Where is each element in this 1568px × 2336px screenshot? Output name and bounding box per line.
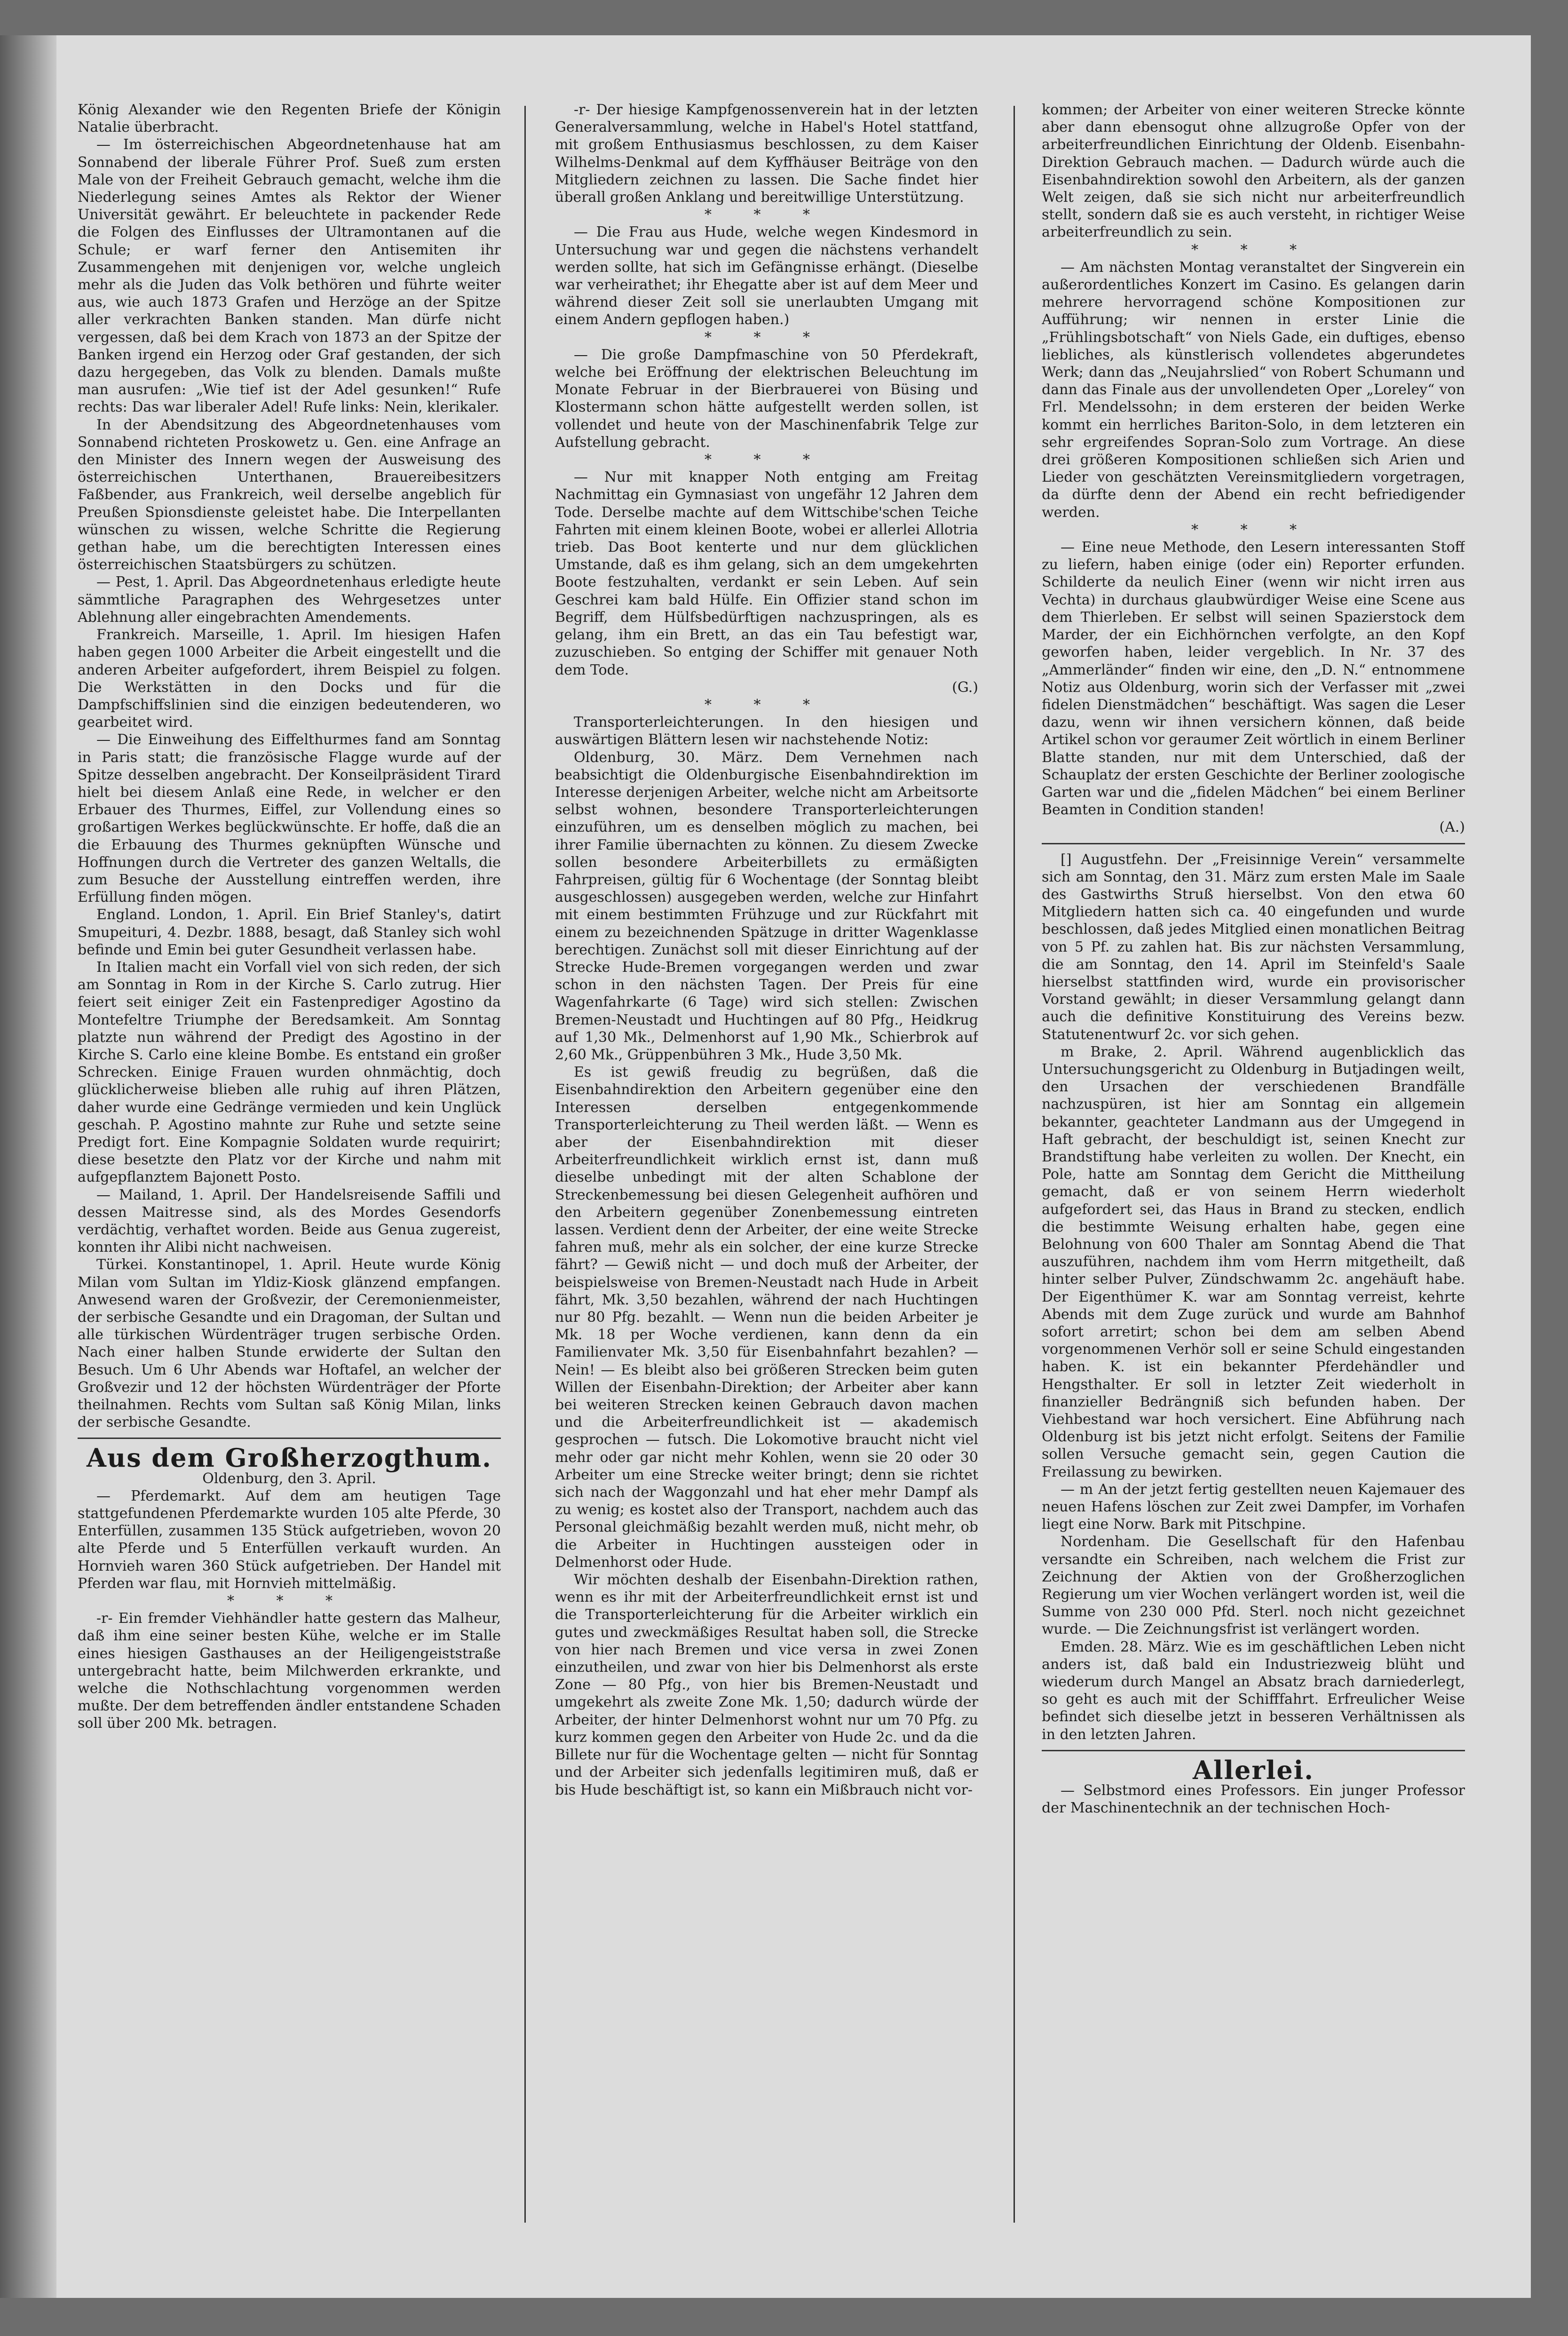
- col2-para-5: Oldenburg, 30. März. Dem Vernehmen nach beabsichtigt die Oldenburgische Eisenbahndirektion im Interesse derjenigen Arbeiter, welche nicht am Arbeitsorte selbst wohnen, besondere Transporterleichterungen einzuführen, um es denselben möglich zu machen, bei ihrer Familie übernachten zu können. Zu diesem Zwecke sollen besondere Arbeiterbillets zu ermäßigten Fahrpreisen, gültig für 6 Wochentage (der Sonntag bleibt ausgeschlossen) ausgegeben werden, welche zur Hinfahrt mit einem bestimmten Frühzuge und zur Rückfahrt mit einem zu bezeichnenden Spätzuge in dritter Wagenklasse berechtigen. Zunächst soll mit dieser Einrichtung auf der Strecke Hude-Bremen vorgegangen werden und zwar schon in den nächsten Tagen. Der Preis für eine Wagenfahrkarte (6 Tage) wird sich stellen: Zwischen Bremen-Neustadt und Huchtingen auf 80 Pfg., Heidkrug auf 1,30 Mk., Delmenhorst auf 1,90 Mk., Schierbrok auf 2,60 Mk., Grüppenbühren 3 Mk., Hude 3,50 Mk.: [555, 749, 978, 1063]
- col2-para-7: Wir möchten deshalb der Eisenbahn-Direktion rathen, wenn es ihr mit der Arbeiterfreundlichkeit ernst ist und die Transporterleichterung für die Arbeiter wirklich ein gutes und zweckmäßiges Resultat haben soll, die Strecke von hier nach Bremen und vice versa in zwei Zonen einzutheilen, und zwar von hier bis Delmenhorst als erste Zone — 80 Pfg., von hier bis Bremen-Neustadt und umgekehrt als zweite Zone Mk. 1,50; dadurch würde der Arbeiter, der hinter Delmenhorst wohnt nur um 70 Pfg. zu kurz kommen gegen den Arbeiter von Hude 2c. und da die Billete nur für die Wochentage gelten — nicht für Sonntag und der Arbeiter sich jedenfalls legitimiren muß, daß er bis Hude beschäftigt ist, so kann ein Mißbrauch nicht vor-: [555, 1572, 978, 1798]
- stars-divider: * * *: [704, 696, 829, 713]
- col1-para-3: — Pest, 1. April. Das Abgeordnetenhaus erledigte heute sämmtliche Paragraphen des Wehrgesetzes unter Ablehnung aller eingebrachten Amendements.: [78, 574, 501, 626]
- stars-divider: * * *: [704, 452, 829, 469]
- section-heading-allerlei: Allerlei.: [1193, 1755, 1314, 1785]
- col1-para-2: In der Abendsitzung des Abgeordnetenhauses vom Sonnabend richteten Proskowetz u. Gen. eine Anfrage an den Minister des Innern wegen der Ausweisung des österreichischen Unterthanen, Brauereibesitzers Faßbender, aus Frankreich, weil derselbe angeblich für Preußen Spionsdienste geleistet habe. Die Interpellanten wünschen zu wissen, welche Schritte die Regierung gethan habe, um die berechtigten Interessen eines österreichischen Staatsbürgers zu schützen.: [78, 416, 501, 573]
- dateline-oldenburg: Oldenburg, den 3. April.: [202, 1470, 376, 1487]
- col1-para-7: In Italien macht ein Vorfall viel von sich reden, der sich am Sonntag in Rom in der Kirche S. Carlo zutrug. Hier feiert seit einiger Zeit ein Fastenprediger Agostino da Montefeltre Triumphe der Beredsamkeit. Am Sonntag platzte nun während der Predigt des Agostino in der Kirche S. Carlo eine kleine Bombe. Es entstand ein großer Schrecken. Einige Frauen wurden ohnmächtig, doch glücklicherweise blieben alle ruhig auf ihren Plätzen, daher wurde eine Gedränge vermieden und kein Unglück geschah. P. Agostino mahnte zur Ruhe und setzte seine Predigt fort. Eine Kompagnie Soldaten wurde requirirt; diese besetzte den Platz vor der Kirche und nahm mit aufgepflanztem Bajonett Posto.: [78, 959, 501, 1186]
- col2-para-2: — Die große Dampfmaschine von 50 Pferdekraft, welche bei Eröffnung der elektrischen Beleuchtung im Monate Februar in der Bierbrauerei von Büsing und Klostermann schon hätte aufgestellt werden sollen, ist vollendet und heute von der Maschinenfabrik Telge zur Aufstellung gebracht.: [555, 346, 978, 451]
- col1-para-6: England. London, 1. April. Ein Brief Stanley's, datirt Smupeituri, 4. Dezbr. 1888, besagt, daß Stanley sich wohl befinde und Emin bei guter Gesundheit verlassen habe.: [78, 906, 501, 958]
- col2-para-6: Es ist gewiß freudig zu begrüßen, daß die Eisenbahndirektion den Arbeitern gegenüber eine den Interessen derselben entgegenkommende Transporterleichterung zu Theil werden läßt. — Wenn es aber der Eisenbahndirektion mit dieser Arbeiterfreundlichkeit wirklich ernst ist, dann muß dieselbe unbedingt mit der alten Schablone der Streckenbemessung bei diesen Gelegenheit aufhören und den Arbeitern gegenüber Zonenbemessung eintreten lassen. Verdient denn der Arbeiter, der eine weite Strecke fahren muß, mehr als ein solcher, der eine kurze Strecke fährt? — Gewiß nicht — und doch muß der Arbeiter, der beispielsweise von Bremen-Neustadt nach Hude in Arbeit fährt, Mk. 3,50 bezahlen, während der nach Huchtingen nur 80 Pfg. bezahlt. — Wenn nun die beiden Arbeiter je Mk. 18 per Woche verdienen, kann denn da ein Familienvater Mk. 3,50 für Eisenbahnfahrt bezahlen? — Nein! — Es bleibt also bei größeren Strecken beim guten Willen der Eisenbahn-Direktion; der Arbeiter aber kann bei weiteren Strecken keinen Gebrauch davon machen und die Arbeiterfreundlichkeit ist — akademisch gesprochen — futsch. Die Lokomotive braucht nicht viel mehr oder gar nicht mehr Kohlen, wenn sie 20 oder 30 Arbeiter um eine Strecke weiter bringt; denn sie richtet sich nach der Waggonzahl und hat eher mehr Dampf als zu wenig; es kostet also der Transport, nachdem auch das Personal gleichmäßig bezahlt werden muß, nicht mehr, ob die Arbeiter in Huchtingen aussteigen oder in Delmenhorst oder Hude.: [555, 1064, 978, 1571]
- col3-para-5: — m An der jetzt fertig gestellten neuen Kajemauer des neuen Hafens löschen zur Zeit zwei Dampfer, im Vorhafen liegt eine Norw. Bark mit Pitschpine.: [1042, 1481, 1465, 1533]
- col3-para-7: Emden. 28. März. Wie es im geschäftlichen Leben nicht anders ist, daß bald ein Industriezweig blüht und wiederum durch Mangel an Absatz brach darniederlegt, so geht es auch mit der Schifffahrt. Erfreulicher Weise befindet sich dieselbe jetzt in besseren Verhältnissen als in den letzten Jahren.: [1042, 1638, 1465, 1743]
- col1-after-para-2: -r- Ein fremder Viehhändler hatte gestern das Malheur, daß ihm eine seiner besten Kühe, welche er im Stalle eines hiesigen Gasthauses an der Heiligengeiststraße untergebracht hatte, beim Milchwerden erkrankte, und welche die Nothschlachtung vorgenommen werden mußte. Der dem betreffenden ändler entstandene Schaden soll über 200 Mk. betragen.: [78, 1610, 501, 1732]
- section-heading-grossherzogthum: Aus dem Großherzogthum.: [87, 1443, 492, 1473]
- col1-after-para-1: — Pferdemarkt. Auf dem am heutigen Tage stattgefundenen Pferdemarkte wurden 105 alte Pferde, 30 Enterfüllen, zusammen 135 Stück aufgetrieben, wovon 20 alte Pferde und 5 Enterfüllen verkauft wurden. An Hornvieh waren 360 Stück aufgetrieben. Der Handel mit Pferden war flau, mit Hornvieh mittelmäßig.: [78, 1487, 501, 1592]
- section-separator-2: [1042, 1750, 1465, 1751]
- stars-divider: * * *: [227, 1593, 352, 1610]
- col1-para-8: — Mailand, 1. April. Der Handelsreisende Saffili und dessen Maitresse sind, als des Mordes Gesendorfs verdächtig, verhaftet worden. Beide aus Genua zugereist, konnten ihr Alibi nicht nachweisen.: [78, 1186, 501, 1256]
- article-separator: [1042, 843, 1465, 844]
- col2-para-0: -r- Der hiesige Kampfgenossenverein hat in der letzten Generalversammlung, welche in Habel's Hotel stattfand, mit großem Enthusiasmus beschlossen, zu dem Kaiser Wilhelms-Denkmal auf dem Kyffhäuser Beiträge von den Mitgliedern zeichnen zu lassen. Die Sache findet hier überall großen Anklang und bereitwillige Unterstützung.: [555, 102, 978, 206]
- column-1: [78, 101, 501, 2246]
- section-separator: [78, 1438, 501, 1439]
- col3-signature: (A.): [1439, 819, 1465, 836]
- col1-para-1: — Im österreichischen Abgeordnetenhause hat am Sonnabend der liberale Führer Prof. Sueß zum ersten Male von der Freiheit Gebrauch gemacht, welche ihm die Niederlegung seines Amtes als Rektor der Wiener Universität gewährt. Er beleuchtete in packender Rede die Folgen des Einflusses der Ultramontanen auf die Schule; er warf ferner den Antisemiten ihr Zusammengehen mit denjenigen vor, welche ungleich mehr als die Juden das Volk bethören und führte weiter aus, wie auch 1873 Grafen und Herzöge an der Spitze aller verkrachten Banken standen. Man dürfe nicht vergessen, daß bei dem Krach von 1873 an der Spitze der Banken irgend ein Herzog oder Graf gestanden, der sich dazu hergegeben, das Volk zu blenden. Damals mußte man ausrufen: „Wie tief ist der Adel gesunken!“ Rufe rechts: Das war liberaler Adel! Rufe links: Nein, klerikaler.: [78, 136, 501, 416]
- col3-para-4: m Brake, 2. April. Während augenblicklich das Untersuchungsgericht zu Oldenburg in Butjadingen weilt, den Ursachen der verschiedenen Brandfälle nachzuspüren, ist hier am Sonntag ein allgemein bekannter, geachteter Landmann aus der Umgegend in Haft gebracht, der beschuldigt ist, seinen Knecht zur Brandstiftung habe verleiten zu wollen. Der Knecht, ein Pole, hatte am Sonntag dem Gericht die Mittheilung gemacht, daß er von seinem Herrn wiederholt aufgefordert sei, das Haus in Brand zu stecken, endlich die bestimmte Weisung erhalten habe, gegen eine Belohnung von 600 Thaler am Sonntag Abend die That auszuführen, nachdem ihm vom Herrn mitgetheilt, daß hinter selber Pulver, Zündschwamm 2c. angehäuft habe. Der Eigenthümer K. war am Sonntag verreist, kehrte Abends mit dem Zuge zurück und wurde am Bahnhof sofort arretirt; schon bei dem am selben Abend vorgenommenen Verhör soll er seine Schuld eingestanden haben. K. ist ein bekannter Pferdehändler und Hengsthalter. Er soll in letzter Zeit wiederholt in finanzieller Bedrängniß sich befunden haben. Der Viehbestand war hoch versichert. Eine Abführung nach Oldenburg ist bis jetzt nicht erfolgt. Seitens der Familie sollen Versuche gemacht sein, gegen Caution die Freilassung zu bewirken.: [1042, 1043, 1465, 1480]
- col3-para-0: kommen; der Arbeiter von einer weiteren Strecke könnte aber dann ebensogut ohne allzugroße Opfer von der arbeiterfreundlichen Einrichtung der Oldenb. Eisenbahn-Direktion Gebrauch machen. — Dadurch würde auch die Eisenbahndirektion sowohl den Arbeitern, als der ganzen Welt zeigen, daß sie sich nicht nur arbeiterfreundlich stellt, sondern daß sie es auch versteht, in richtiger Weise arbeiterfreundlich zu sein.: [1042, 102, 1465, 241]
- col3-para-6: Nordenham. Die Gesellschaft für den Hafenbau versandte ein Schreiben, nach welchem die Frist zur Zeichnung der Aktien von der Großherzoglichen Regierung um vier Wochen verlängert worden ist, weil die Summe von 230 000 Pfd. Sterl. noch nicht gezeichnet wurde. — Die Zeichnungsfrist ist verlängert worden.: [1042, 1533, 1465, 1638]
- col2-signature: (G.): [952, 679, 978, 696]
- column-3: [1042, 101, 1465, 2246]
- page-binding-shadow: [0, 35, 56, 2298]
- column-rule-2: [1014, 106, 1015, 2223]
- col1-para-0: König Alexander wie den Regenten Briefe der Königin Natalie überbracht.: [78, 102, 501, 136]
- stars-divider: * * *: [704, 207, 829, 223]
- column-rule-1: [524, 106, 526, 2223]
- stars-divider: * * *: [704, 329, 829, 346]
- col3-para-2: — Eine neue Methode, den Lesern interessanten Stoff zu liefern, haben einige (oder ein) Reporter erfunden. Schilderte da neulich Einer (wenn wir nicht irren aus Vechta) in durchaus glaubwürdiger Weise eine Scene aus dem Thierleben. Er selbst will seinen Spazierstock dem Marder, der ein Eichhörnchen verfolgte, an den Kopf geworfen haben, leider vergeblich. In Nr. 37 des „Ammerländer“ finden wir eine, den „D. N.“ entnommene Notiz aus Oldenburg, worin sich der Verfasser mit „zwei fidelen Dienstmädchen“ beschäftigt. Was sagen die Leser dazu, wenn wir ihnen versichern können, daß beide Artikel schon vor geraumer Zeit wörtlich in einem Berliner Blatte standen, nur mit dem Unterschied, daß der Schauplatz der ersten Geschichte der Berliner zoologische Garten war und die „fidelen Mädchen“ bei einem Berliner Beamten in Condition standen!: [1042, 539, 1465, 818]
- stars-divider: * * *: [1191, 241, 1316, 258]
- col2-para-4: Transporterleichterungen. In den hiesigen und auswärtigen Blättern lesen wir nachstehende Notiz:: [555, 714, 978, 748]
- column-2: [555, 101, 978, 2246]
- col1-para-4: Frankreich. Marseille, 1. April. Im hiesigen Hafen haben gegen 1000 Arbeiter die Arbeit eingestellt und die anderen Arbeiter aufgefordert, ihrem Beispiel zu folgen. Die Werkstätten in den Docks und für die Dampfschiffslinien sind die einzigen bedeutenderen, wo gearbeitet wird.: [78, 627, 501, 731]
- col1-para-5: — Die Einweihung des Eiffelthurmes fand am Sonntag in Paris statt; die französische Flagge wurde auf der Spitze desselben angebracht. Der Konseilpräsident Tirard hielt bei diesem Anlaß eine Rede, in welcher er den Erbauer des Thurmes, Eiffel, zur Vollendung eines so großartigen Werkes beglückwünschte. Er hoffe, daß die an die Erbauung des Thurmes geknüpften Wünsche und Hoffnungen durch die Vertreter des ganzen Weltalls, die zum Besuche der Ausstellung eintreffen werden, ihre Erfüllung finden mögen.: [78, 731, 501, 906]
- col2-para-1: — Die Frau aus Hude, welche wegen Kindesmord in Untersuchung war und gegen die nächstens verhandelt werden sollte, hat sich im Gefängnisse erhängt. (Dieselbe war verheirathet; ihr Ehegatte aber ist auf dem Meer und während dieser Zeit soll sie unerlaubten Umgang mit einem Andern gepflogen haben.): [555, 224, 978, 328]
- col3-para-1: — Am nächsten Montag veranstaltet der Singverein ein außerordentliches Konzert im Casino. Es gelangen darin mehrere hervorragend schöne Kompositionen zur Aufführung; wir nennen in erster Linie die „Frühlingsbotschaft“ von Niels Gade, ein duftiges, ebenso liebliches, als künstlerisch vollendetes abgerundetes Werk; dann das „Neujahrslied“ von Robert Schumann und dann das Finale aus der unvollendeten Oper „Loreley“ von Frl. Mendelssohn; in dem ersteren der beiden Werke kommt ein herrliches Bariton-Solo, in dem letzteren ein sehr ergreifendes Sopran-Solo zum Vortrage. An diese drei größeren Kompositionen schließen sich Arien und Lieder von geschätzten Vereinsmitgliedern vorgetragen, da dürfte denn der Abend ein recht befriedigender werden.: [1042, 259, 1465, 521]
- col2-para-3: — Nur mit knapper Noth entging am Freitag Nachmittag ein Gymnasiast von ungefähr 12 Jahren dem Tode. Derselbe machte auf dem Wittschibe'schen Teiche Fahrten mit einem kleinen Boote, wobei er allerlei Allotria trieb. Das Boot kenterte und nur dem glücklichen Umstande, daß es ihm gelang, sich an dem umgekehrten Boote festzuhalten, verdankt er sein Leben. Auf sein Geschrei kam bald Hülfe. Ein Offizier stand schon im Begriff, dem Hülfsbedürftigen nachzuspringen, als es gelang, ihm ein Brett, an das ein Tau befestigt war, zuzuschieben. So entging der Schiffer mit genauer Noth dem Tode.: [555, 469, 978, 678]
- stars-divider: * * *: [1191, 521, 1316, 538]
- col3-para-3: [] Augustfehn. Der „Freisinnige Verein“ versammelte sich am Sonntag, den 31. März zum ersten Male im Saale des Gastwirths Struß hierselbst. Von den etwa 60 Mitgliedern hatten sich ca. 40 eingefunden und wurde beschlossen, daß jedes Mitglied einen monatlichen Beitrag von 5 Pf. zu zahlen hat. Bis zur nächsten Versammlung, die am Sonntag, den 14. April im Steinfeld's Saale hierselbst stattfinden wird, wurde ein provisorischer Vorstand gewählt; in dieser Versammlung gelangt dann auch die definitive Konstituirung des Vereins bezw. Statutenentwurf 2c. vor sich gehen.: [1042, 851, 1465, 1043]
- col3-after-para: — Selbstmord eines Professors. Ein junger Professor der Maschinentechnik an der technischen Hoch-: [1042, 1782, 1465, 1817]
- col1-para-9: Türkei. Konstantinopel, 1. April. Heute wurde König Milan vom Sultan im Yldiz-Kiosk glänzend empfangen. Anwesend waren der Großvezir, der Ceremonienmeister, der serbische Gesandte und ein Dragoman, der Sultan und alle türkischen Würdenträger trugen serbische Orden. Nach einer halben Stunde erwiderte der Sultan den Besuch. Um 6 Uhr Abends war Hoftafel, an welcher der Großvezir und 12 der höchsten Würdenträger der Pforte theilnahmen. Rechts vom Sultan saß König Milan, links der serbische Gesandte.: [78, 1256, 501, 1431]
